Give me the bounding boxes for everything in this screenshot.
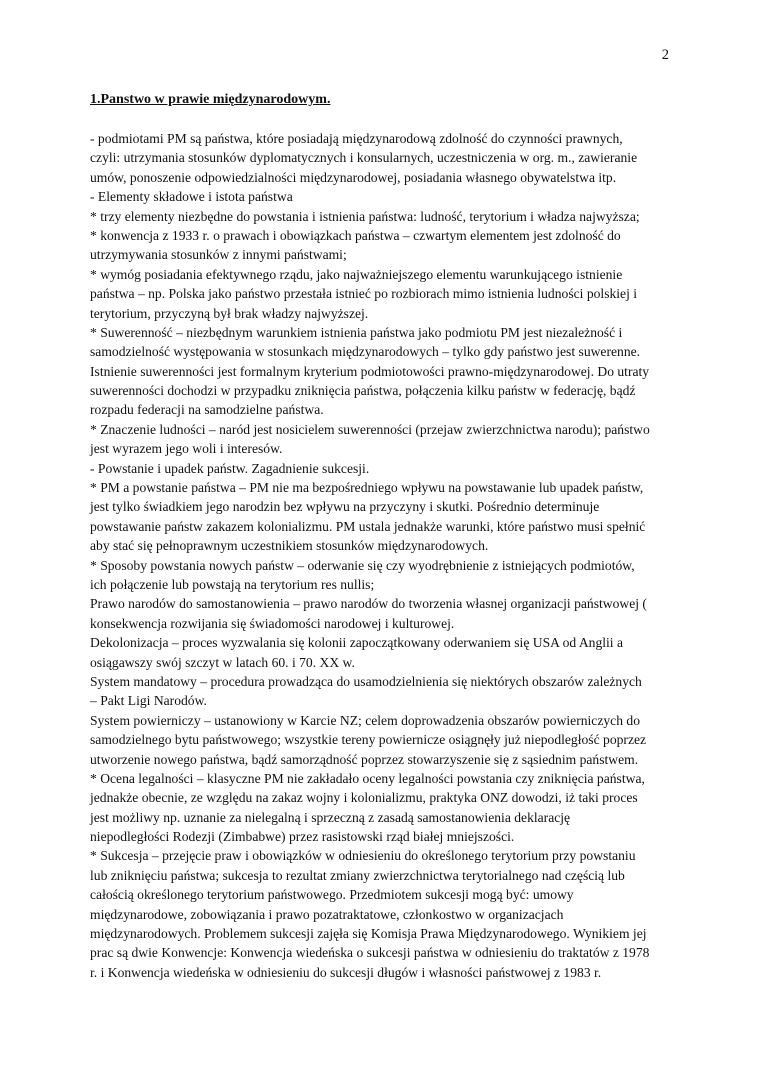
text-line: - podmiotami PM są państwa, które posiadają międzynarodową zdolność do czynności prawnych, [90, 131, 623, 146]
text-line: * Znaczenie ludności – naród jest nosicielem suwerenności (przejaw zwierzchnictwa narodu); państwo [90, 421, 650, 437]
section-heading: 1.Panstwo w prawie międzynarodowym. [90, 92, 331, 107]
text-line: - Powstanie i upadek państw. Zagadnienie sukcesji. [90, 460, 370, 476]
text-line: Istnienie suwerenności jest formalnym kryterium podmiotowości prawno-międzynarodowej. Do utraty [90, 363, 650, 379]
text-line: osiągawszy swój szczyt w latach 60. i 70. XX w. [90, 654, 355, 670]
text-line: utworzenie nowego państwa, bądź samorządność poprzez stowarzyszenie się z sąsiednim państwem. [90, 751, 639, 767]
text-line: samodzielność występowania w stosunkach międzynarodowych – tylko gdy państwo jest suwerenne. [90, 344, 641, 360]
text-line: umów, ponoszenie odpowiedzialności międzynarodowej, posiadania własnego obywatelstwa itp. [90, 169, 617, 185]
text-line: państwa – np. Polska jako państwo przestała istnieć po rozbiorach mimo istnienia ludności polskiej i [90, 286, 638, 302]
text-line: * Suwerenność – niezbędnym warunkiem istnienia państwa jako podmiotu PM jest niezależność i [90, 324, 623, 340]
text-line: – Pakt Ligi Narodów. [90, 693, 207, 709]
text-line: międzynarodowych. Problemem sukcesji zajęła się Komisja Prawa Międzynarodowego. Wynikiem jej [90, 926, 647, 942]
text-line: * trzy elementy niezbędne do powstania i istnienia państwa: ludność, terytorium i władza najwyższa; [90, 208, 640, 224]
text-line: suwerenności dochodzi w przypadku zniknięcia państwa, połączenia kilku państw w federację, bądź [90, 383, 636, 399]
text-line: - Elementy składowe i istota państwa [90, 189, 293, 205]
text-line: terytorium, przyczyną był brak władzy najwyższej. [90, 305, 369, 321]
text-line: ich połączenie lub powstają na terytorium res nullis; [90, 576, 375, 592]
text-line: czyli: utrzymania stosunków dyplomatycznych i konsularnych, uczestniczenia w org. m., zawieranie [90, 150, 638, 166]
text-line: System powierniczy – ustanowiony w Karcie NZ; celem doprowadzenia obszarów powierniczych do [90, 712, 640, 728]
text-line: powstawanie państw zakazem kolonializmu. PM ustala jednakże warunki, które państwo musi spełnić [90, 518, 646, 534]
text-line: * Sposoby powstania nowych państw – oderwanie się czy wyodrębnienie z istniejących podmiotów, [90, 557, 635, 573]
text-line: jest tylko świadkiem jego narodzin bez wpływu na przyczyny i skutki. Pośrednio determinuje [90, 499, 600, 515]
text-line: * konwencja z 1933 r. o prawach i obowiązkach państwa – czwartym elementem jest zdolność do [90, 227, 621, 243]
text-line: aby stać się pełnoprawnym uczestnikiem stosunków międzynarodowych. [90, 538, 489, 554]
text-line: całością określonego terytorium państwowego. Przedmiotem sukcesji mogą być: umowy [90, 887, 574, 903]
text-line: * wymóg posiadania efektywnego rządu, jako najważniejszego elementu warunkującego istnienie [90, 266, 623, 282]
document-body [90, 90, 680, 982]
text-line: niepodległości Rodezji (Zimbabwe) przez rasistowski rząd białej mniejszości. [90, 829, 515, 845]
text-line: międzynarodowe, zobowiązania i prawo pozatraktatowe, członkostwo w organizacjach [90, 906, 564, 922]
text-line: jest możliwy np. uznanie za nielegalną i sprzeczną z zasadą samostanowienia deklarację [90, 809, 571, 825]
text-line: lub zniknięciu państwa; sukcesja to rezultat zmiany zwierzchnictwa terytorialnego nad częścią lub [90, 867, 625, 883]
text-line: rozpadu federacji na samodzielne państwa. [90, 402, 324, 418]
text-line: jednakże obecnie, ze względu na zakaz wojny i kolonializmu, praktyka ONZ dowodzi, iż taki proces [90, 790, 638, 806]
text-line: r. i Konwencja wiedeńska w odniesieniu do sukcesji długów i własności państwowej z 1983 r. [90, 964, 602, 980]
paragraph-lines [90, 129, 680, 982]
text-line: Dekolonizacja – proces wyzwalania się kolonii zapoczątkowany oderwaniem się USA od Anglii a [90, 635, 624, 651]
page-number: 2 [661, 47, 669, 63]
text-line: System mandatowy – procedura prowadząca do usamodzielnienia się niektórych obszarów zależnych [90, 673, 642, 689]
text-line: * Sukcesja – przejęcie praw i obowiązków w odniesieniu do określonego terytorium przy powstaniu [90, 848, 636, 864]
text-line: * PM a powstanie państwa – PM nie ma bezpośredniego wpływu na powstawanie lub upadek państw, [90, 480, 644, 496]
text-line: prac są dwie Konwencje: Konwencja wiedeńska o sukcesji państwa w odniesieniu do traktatów z 1978 [90, 945, 650, 961]
text-line: utrzymywania stosunków z innymi państwami; [90, 247, 347, 263]
text-line: samodzielnego bytu państwowego; wszystkie tereny powiernicze osiągnęły już niepodległość poprzez [90, 732, 647, 748]
text-line: * Ocena legalności – klasyczne PM nie zakładało oceny legalności powstania czy zniknięcia państwa, [90, 770, 645, 786]
text-line: jest wyrazem jego woli i interesów. [90, 441, 283, 457]
text-line: konsekwencja rozwijania się świadomości narodowej i kulturowej. [90, 615, 455, 631]
text-line: Prawo narodów do samostanowienia – prawo narodów do tworzenia własnej organizacji państwowej ( [90, 596, 647, 612]
